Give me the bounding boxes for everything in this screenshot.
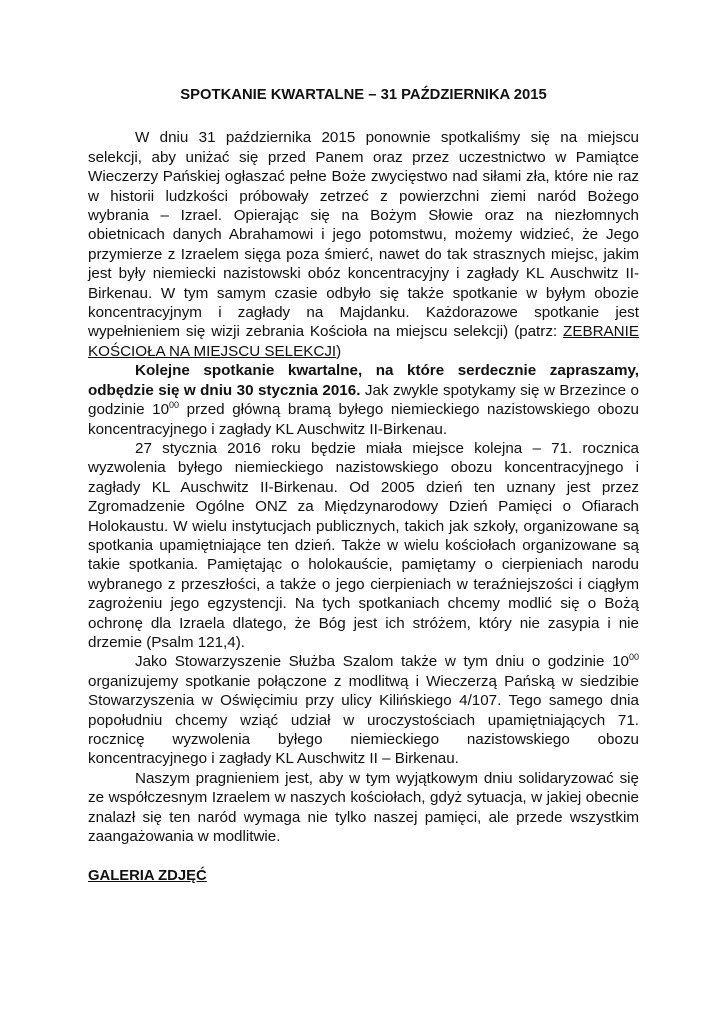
paragraph-4 bbox=[88, 652, 639, 768]
paragraph-3: 27 stycznia 2016 roku będzie miała miejsce kolejna – 71. rocznica wyzwolenia byłego niemieckiego nazistowskiego obozu koncentracyjnego i zagłady KL Auschwitz II-Birkenau. Od 2005 dzień ten uznany jest przez Zgromadzenie Ogólne ONZ za Międzynarodowy Dzień Pamięci o Ofiarach Holokaustu. W wielu instytucjach publicznych, takich jak szkoły, organizowane są spotkania upamiętniające ten dzień. Także w wielu kościołach organizowane są takie spotkania. Pamiętając o holokauście, pamiętamy o cierpieniach narodu wybranego z przeszłości, a także o jego cierpieniach w teraźniejszości i ciągłym zagrożeniu jego egzystencji. Na tych spotkaniach chcemy modlić się o Bożą ochronę dla Izraela dlatego, że Bóg jest ich stróżem, który nie zasypia i nie drzemie (Psalm 121,4). bbox=[88, 439, 639, 651]
document-page bbox=[88, 86, 639, 887]
zebranie-link[interactable]: ZEBRANIE KOŚCIOŁA NA MIEJSCU SELEKCJI bbox=[88, 323, 639, 360]
paragraph-5: Naszym pragnieniem jest, aby w tym wyjątkowym dniu solidaryzować się ze współczesnym Izraelem w naszych kościołach, gdyż sytuacja, w jakiej obecnie znalazł się ten naród wymaga nie tylko naszej pamięci, ale przede wszystkim zaangażowania w modlitwie. bbox=[88, 769, 639, 846]
paragraph-2 bbox=[88, 361, 639, 439]
paragraph-4-text: Jako Stowarzyszenie Służba Szalom także w tym dniu o godzinie 10 bbox=[135, 653, 629, 671]
time-superscript: 00 bbox=[169, 400, 180, 411]
gallery-link[interactable]: GALERIA ZDJĘĆ bbox=[88, 868, 207, 885]
paragraph-2-text: Jak zwykle spotykamy się w Brzezince o godzinie 10 bbox=[88, 381, 639, 419]
next-meeting-announcement: Kolejne spotkanie kwartalne, na które serdecznie zapraszamy, odbędzie się w dniu 30 stycznia 2016. bbox=[88, 362, 639, 399]
paragraph-1-tail: ) bbox=[336, 342, 342, 360]
paragraph-2-text-2: przed główną bramą byłego niemieckiego nazistowskiego obozu koncentracyjnego i zagłady KL Auschwitz II-Birkenau. bbox=[88, 401, 639, 438]
time-superscript-2: 00 bbox=[628, 652, 639, 663]
paragraph-1-text: W dniu 31 października 2015 ponownie spotkaliśmy się na miejscu selekcji, aby uniżać się przed Panem oraz przez uczestnictwo w Pamiątce Wieczerzy Pańskiej ogłaszać pełne Boże zwycięstwo nad siłami zła, które nie raz w historii ludzkości próbowały zetrzeć z powierzchni ziemi naród Bożego wybrania – Izrael. Opierając się na Bożym Słowie oraz na niezłomnych obietnicach danych Abrahamowi i jego potomstwu, możemy widzieć, że Jego przymierze z Izraelem sięga poza śmierć, nawet do tak strasznych miejsc, jakim jest były niemiecki nazistowski obóz koncentracyjny i zagłady KL Auschwitz II-Birkenau. W tym samym czasie odbyło się także spotkanie w byłym obozie koncentracyjnym i zagłady na Majdanku. Każdorazowe spotkanie jest wypełnieniem się wizji zebrania Kościoła na miejscu selekcji) (patrz: bbox=[88, 129, 639, 341]
paragraph-4-text-2: organizujemy spotkanie połączone z modlitwą i Wieczerzą Pańską w siedzibie Stowarzyszenia w Oświęcimiu przy ulicy Kilińskiego 4/107. Tego samego dnia popołudniu chcemy wziąć udział w uroczystościach upamiętniających 71. rocznicę wyzwolenia byłego niemieckiego nazistowskiego obozu koncentracyjnego i zagłady KL Auschwitz II – Birkenau. bbox=[88, 672, 639, 768]
document-title: SPOTKANIE KWARTALNE – 31 PAŹDZIERNIKA 2015 bbox=[180, 87, 547, 103]
paragraph-1 bbox=[88, 128, 639, 361]
gallery-section bbox=[88, 867, 639, 886]
